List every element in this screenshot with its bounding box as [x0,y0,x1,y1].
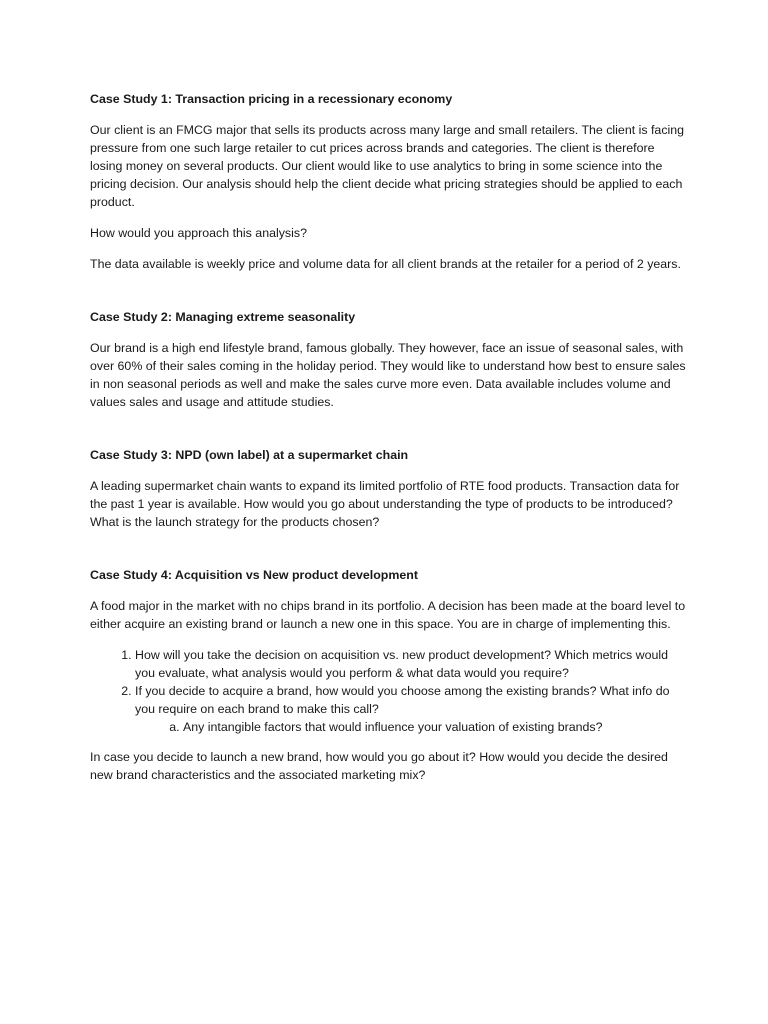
case-study-4-question-list [90,646,690,736]
case-study-1-title: Case Study 1: Transaction pricing in a recessionary economy [90,92,453,106]
sub-list-item-text: Any intangible factors that would influence your valuation of existing brands? [183,720,603,734]
case-study-2-title: Case Study 2: Managing extreme seasonality [90,310,356,324]
case-study-1-question: How would you approach this analysis? [90,226,307,240]
list-item-text: If you decide to acquire a brand, how would you choose among the existing brands? What info do you require on each brand to make this call? [135,684,670,716]
case-study-1 [90,90,690,273]
case-study-3-paragraph: A leading supermarket chain wants to expand its limited portfolio of RTE food products. Transaction data for the past 1 year is available. How would you go about understanding the type of products to be introduced? What is the launch strategy for the products chosen? [90,479,680,529]
case-study-4-sub-list [135,718,690,736]
case-study-4-closing-paragraph: In case you decide to launch a new brand, how would you go about it? How would you decide the desired new brand characteristics and the associated marketing mix? [90,750,668,782]
case-study-3-title: Case Study 3: NPD (own label) at a supermarket chain [90,448,409,462]
case-study-1-paragraph: Our client is an FMCG major that sells its products across many large and small retailers. The client is facing pressure from one such large retailer to cut prices across brands and categories. The client is therefore losing money on several products. Our client would like to use analytics to bring in some science into the pricing decision. Our analysis should help the client decide what pricing strategies should be applied to each product. [90,123,685,209]
case-study-3 [90,446,690,531]
case-study-1-data-note: The data available is weekly price and volume data for all client brands at the retailer for a period of 2 years. [90,257,681,271]
sub-list-item [183,718,690,736]
case-study-4-title: Case Study 4: Acquisition vs New product development [90,568,418,582]
list-item-text: How will you take the decision on acquisition vs. new product development? Which metrics would you evaluate, what analysis would you perform & what data would you require? [135,648,669,680]
list-item [135,646,690,682]
document-body [90,90,690,797]
case-study-4-paragraph: A food major in the market with no chips brand in its portfolio. A decision has been made at the board level to either acquire an existing brand or launch a new one in this space. You are in charge of implementing this. [90,599,686,631]
case-study-2-paragraph: Our brand is a high end lifestyle brand, famous globally. They however, face an issue of seasonal sales, with over 60% of their sales coming in the holiday period. They would like to understand how best to ensure sales in non seasonal periods as well and make the sales curve more even. Data available includes volume and values sales and usage and attitude studies. [90,341,686,409]
case-study-4 [90,566,690,784]
case-study-2 [90,308,690,411]
list-item [135,682,690,736]
